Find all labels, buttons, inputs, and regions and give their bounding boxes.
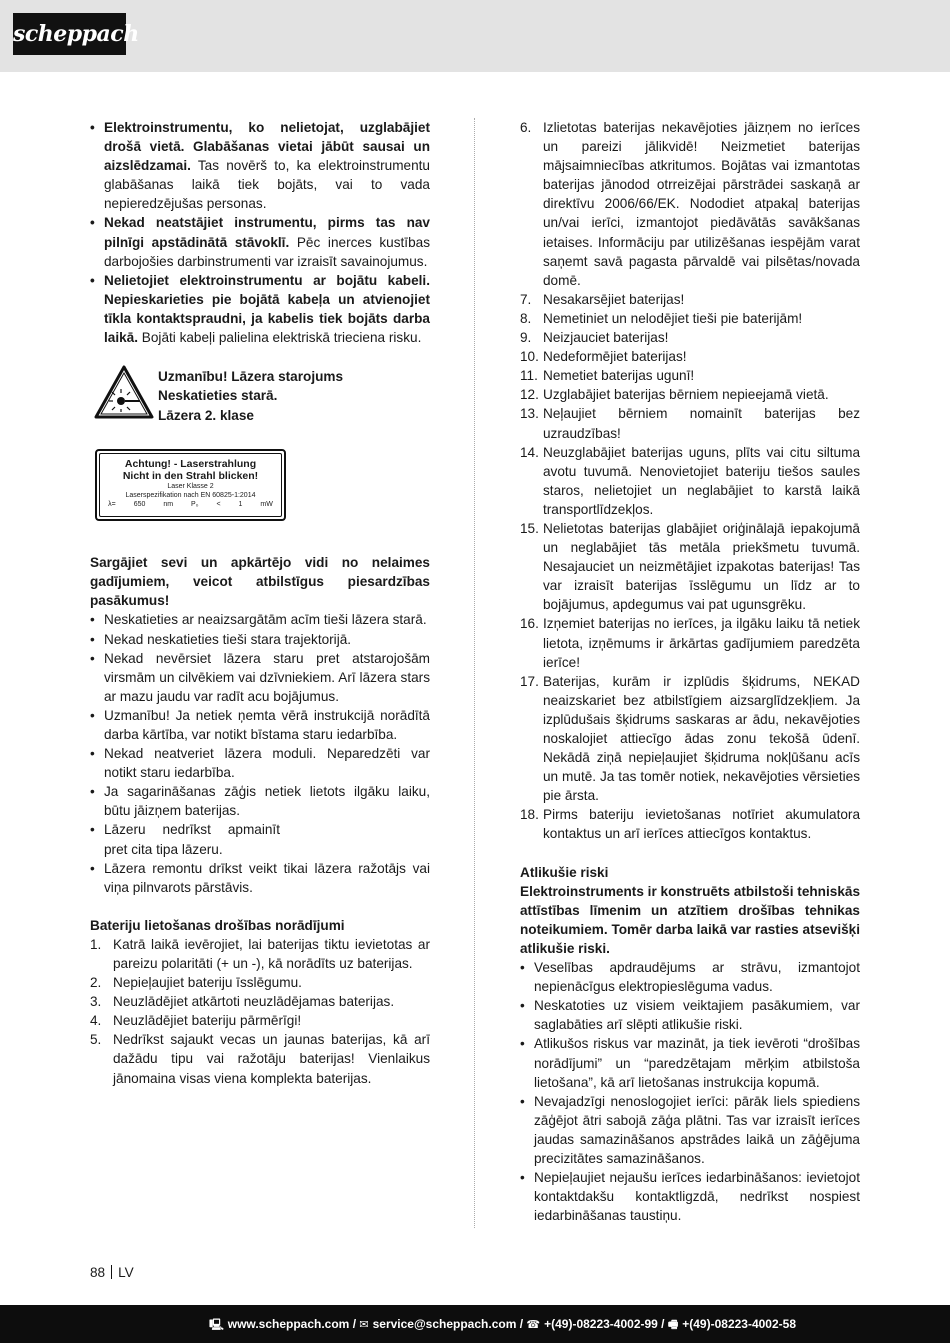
page-number: 88 LV (90, 1265, 134, 1280)
list-item: • Lāzera remontu drīkst veikt tikai lāzera ražotājs vai viņa pilnvarots pārstāvis. (90, 859, 430, 897)
laser-class-label (95, 449, 286, 521)
list-item: 4. Neuzlādējiet bateriju pārmērīgi! (90, 1013, 302, 1029)
left-column (90, 118, 430, 1088)
list-item: • Uzmanību! Ja netiek ņemta vērā instrukcijā norādītā darba kārtība, var notikt bīstama staru iedarbība. (90, 706, 430, 744)
list-item: 17. Baterijas, kurām ir izplūdis šķidrums, NEKAD neaizskariet bez atbilstīgiem aizsarglīdzekļiem. Ja izplūdušais šķidrums saskaras ar ādu, nekavējoties noskalojiet attiecīgo ādas zonu tekošā ūdenī. Nekādā ziņā nepieļaujiet šķidruma nokļūšanu acīs un mutē. Ja tas tomēr notiek, nekavējoties vērsieties pie ārsta. (520, 673, 860, 804)
page-header (0, 0, 950, 72)
battery-list-left (90, 935, 430, 1088)
list-item: • Nekad neatstājiet instrumentu, pirms tas nav pilnīgi apstādinātā stāvoklī. Pēc inerces kustības darbojošies darbinstrumenti var izraisīt savainojumus. (90, 213, 430, 270)
website-link[interactable]: www.scheppach.com (227, 1317, 350, 1331)
scheppach-logo: scheppach (13, 13, 126, 55)
email-icon: ✉ (359, 1319, 369, 1331)
laser-warning-line: Uzmanību! Lāzera starojums (158, 369, 344, 385)
protect-heading: Sargājiet sevi un apkārtējo vidi no nelaimes gadījumiem, veicot atbilstīgus piesardzības pasākumus! (90, 555, 430, 609)
list-item: • Neskatieties ar neaizsargātām acīm tieši lāzera starā. (90, 610, 430, 629)
residual-title: Atlikušie riski (520, 864, 609, 880)
phone-number: +(49)-08223-4002-99 (544, 1317, 658, 1331)
list-item: 9. Neizjauciet baterijas! (520, 330, 669, 346)
list-item: • Nekad neatveriet lāzera moduli. Neparedzēti var notikt staru iedarbība. (90, 744, 430, 782)
list-item: • Nekad neskatieties tieši stara trajektorijā. (90, 630, 430, 649)
residual-list (520, 958, 860, 1225)
list-item: 3. Neuzlādējiet atkārtoti neuzlādējamas baterijas. (90, 994, 395, 1010)
label-line: Achtung! - Laserstrahlung (124, 458, 257, 471)
list-item: 2. Nepieļaujiet bateriju īsslēgumu. (90, 975, 302, 991)
safety-bullets (90, 118, 430, 347)
list-item: 7. Nesakarsējiet baterijas! (520, 291, 685, 307)
label-line: λ= 650 nm P₀ < 1 mW (108, 501, 273, 509)
protect-list (90, 610, 430, 896)
label-line: Nicht in den Strahl blicken! (122, 470, 259, 483)
list-item: 12. Uzglabājiet baterijas bērniem nepieejamā vietā. (520, 387, 829, 403)
list-item: • Neskatoties uz visiem veiktajiem pasākumiem, var saglabāties arī slēpti atlikušie riski. (520, 996, 860, 1034)
laser-warning-line: Lāzera 2. klase (158, 407, 254, 423)
right-column (520, 118, 860, 1225)
list-item: 8. Nemetiniet un nelodējiet tieši pie baterijām! (520, 310, 803, 326)
list-item: • Lāzeru nedrīkst apmainīt pret cita tipa lāzeru. (90, 820, 430, 858)
list-item: 5. Nedrīkst sajaukt vecas un jaunas baterijas, kā arī dažādu tipu vai ražotāju baterijas! Vienlaikus jānomaina visas viena komplekta baterijas. (90, 1032, 430, 1086)
list-item: 10. Nedeformējiet baterijas! (520, 349, 687, 365)
list-item: • Atlikušos riskus var mazināt, ja tiek ievēroti “drošības norādījumi” un “paredzētajam mērķim atbilstoša lietošana”, kā arī lietošanas instrukcija kopumā. (520, 1034, 860, 1091)
list-item: 15. Nelietotas baterijas glabājiet oriģinālajā iepakojumā un neglabājiet tās metāla priekšmetu tuvumā. Nesajauciet un neizmētājiet izpakotas baterijas! Tas var izraisīt baterijas īsslēgumu un līdz ar to bojājumus, apdegumus vai pat ugunsgrēku. (520, 520, 860, 613)
list-item: 16. Izņemiet baterijas no ierīces, ja ilgāku laiku tā netiek lietota, izņēmums ir ārkārtas gadījumiem paredzēta ierīce! (520, 616, 860, 670)
battery-list-right (520, 118, 860, 844)
list-item: • Elektroinstrumentu, ko nelietojat, uzglabājiet drošā vietā. Glabāšanas vietai jābūt sausai un aizslēdzamai. Tas novērš to, ka elektroinstrumentu glabāšanas laikā tiek bojāts, vai to vada nepieredzējušas personas. (90, 118, 430, 213)
phone-icon: ☎ (526, 1319, 541, 1331)
fax-icon: 🖷 (667, 1319, 679, 1331)
list-item: 18. Pirms bateriju ievietošanas notīriet akumulatora kontaktus un arī ierīces attiecīgos kontaktus. (520, 807, 860, 842)
battery-heading: Bateriju lietošanas drošības norādījumi (90, 917, 345, 933)
list-item: 11. Nemetiet baterijas ugunī! (520, 368, 695, 384)
label-line: Laser Klasse 2 (167, 483, 214, 491)
page-footer: 🖳 www.scheppach.com / ✉ service@scheppach.com / ☎ +(49)-08223-4002-99 / 🖷 +(49)-08223-4002-58 (0, 1305, 950, 1343)
list-item: • Nevajadzīgi nenoslogojiet ierīci: pārāk liels spiediens zāģējot ātri sabojā zāģa plātni. Tas var izraisīt ierīces jaudas samazināšanos apstrādes laikā un zāģējuma precizitātes samazināšanos. (520, 1092, 860, 1168)
list-item: • Nepieļaujiet nejaušu ierīces iedarbināšanos: ievietojot kontaktdakšu kontaktligzdā, nedrīkst nospiest iedarbināšanas taustiņu. (520, 1168, 860, 1225)
fax-number: +(49)-08223-4002-58 (682, 1317, 796, 1331)
list-item: 6. Izlietotas baterijas nekavējoties jāizņem no ierīces un pareizi jālikvidē! Neizmetiet baterijas mājsaimniecības atkritumos. Bojātas vai izmantotas baterijas jānodod otrreizējai pārstrādei saskaņā ar direktīvu 2006/66/EK. Nododiet atpakaļ baterijas un/vai ierīci, izmantojot piedāvātās savākšanas ietaises. Informāciju par utilizēšanas iespējām varat saņemt savā pagasta pārvaldē vai pilsētas/novada domē. (520, 120, 860, 288)
residual-intro: Elektroinstruments ir konstruēts atbilstoši tehniskās attīstības līmenim un atzītiem drošības tehnikas noteikumiem. Tomēr darba laikā var rasties atsevišķi atlikušie riski. (520, 883, 860, 956)
email-link[interactable]: service@scheppach.com (372, 1317, 517, 1331)
computer-icon: 🖳 (209, 1319, 224, 1331)
list-item: 14. Neuzglabājiet baterijas uguns, plīts vai citu siltuma avotu tuvumā. Nenovietojiet bateriju tiešos saules staros, nelietojiet un neglabājiet to karstā laikā transportlīdzekļos. (520, 444, 860, 517)
laser-warning-line: Neskatieties starā. (158, 388, 278, 404)
list-item: • Veselības apdraudējums ar strāvu, izmantojot nepienācīgus elektropieslēguma vadus. (520, 958, 860, 996)
list-item: 13. Neļaujiet bērniem nomainīt baterijas bez uzraudzības! (520, 406, 860, 441)
laser-hazard-icon (94, 365, 154, 419)
list-item: • Nekad nevērsiet lāzera staru pret atstarojošām virsmām un cilvēkiem vai dzīvniekiem. Arī lāzera stars ar mazu jaudu var radīt acu bojājumus. (90, 649, 430, 706)
column-divider (474, 118, 475, 1228)
list-item: 1. Katrā laikā ievērojiet, lai baterijas tiktu ievietotas ar pareizu polaritāti (+ un -), kā norādīts uz baterijas. (90, 936, 430, 971)
laser-warning (90, 365, 430, 437)
label-line: Laserspezifikation nach EN 60825-1:2014 (125, 492, 256, 500)
list-item: • Nelietojiet elektroinstrumentu ar bojātu kabeli. Nepieskarieties pie bojātā kabeļa un atvienojiet tīkla kontaktspraudni, ja kabelis tiek bojāts darba laikā. Bojāti kabeļi palielina elektriskā trieciena risku. (90, 271, 430, 347)
list-item: • Ja sagarināšanas zāģis netiek lietots ilgāku laiku, būtu jāizņem baterijas. (90, 782, 430, 820)
